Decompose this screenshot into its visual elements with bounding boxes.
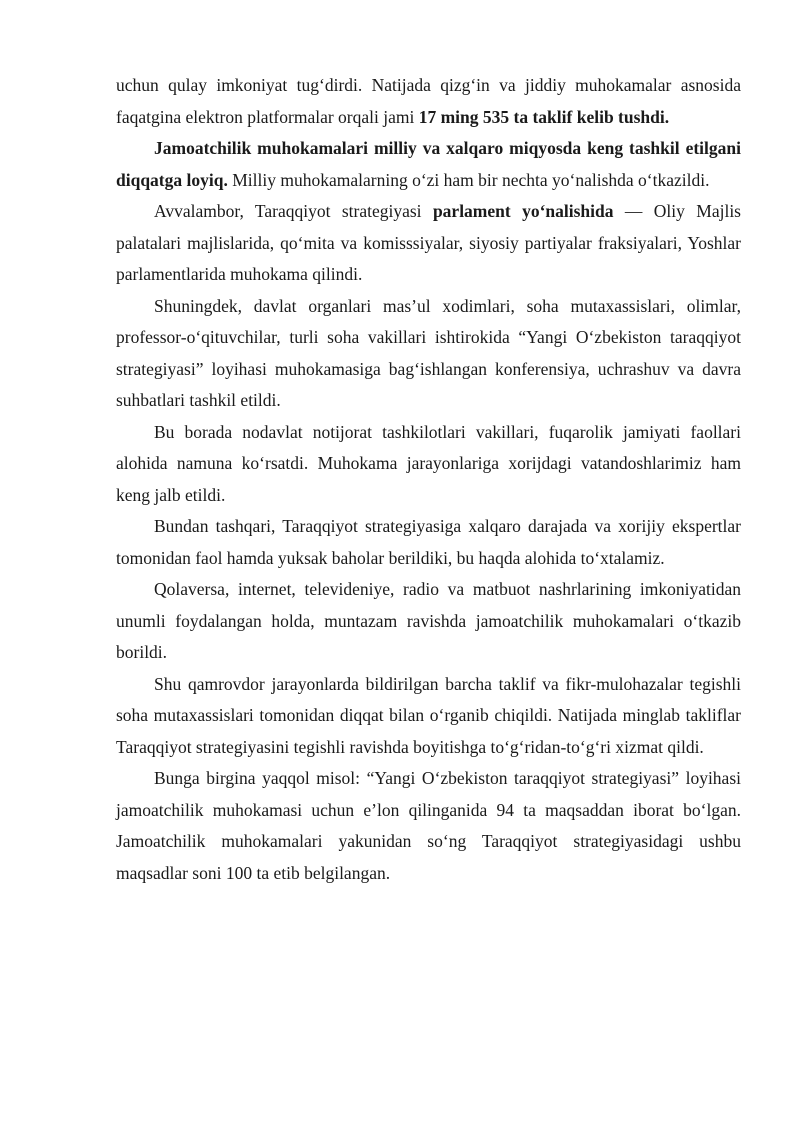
paragraph-1 [116,70,741,133]
paragraph-8 [116,669,741,764]
paragraph-6-text: Bundan tashqari, Taraqqiyot strategiyasiga xalqaro darajada va xorijiy ekspertlar tomonidan faol hamda yuksak baholar berildiki, bu haqda alohida to‘xtalamiz. [116,516,741,568]
paragraph-5-text: Bu borada nodavlat notijorat tashkilotlari vakillari, fuqarolik jamiyati faollari alohida namuna ko‘rsatdi. Muhokama jarayonlariga xorijdagi vatandoshlarimiz ham keng jalb etildi. [116,421,741,505]
paragraph-2 [116,133,741,196]
paragraph-4 [116,291,741,417]
paragraph-7-text: Qolaversa, internet, televideniye, radio va matbuot nashrlarining imkoniyatidan unumli foydalangan holda, muntazam ravishda jamoatchilik muhokamalari o‘tkazib borildi. [116,579,741,662]
paragraph-5 [116,417,741,512]
paragraph-2-text: Milliy muhokamalarning o‘zi ham bir nechta yo‘nalishda o‘tkazildi. [227,169,710,190]
paragraph-9-text: Bunga birgina yaqqol misol: “Yangi O‘zbekiston taraqqiyot strategiyasi” loyihasi jamoatchilik muhokamasi uchun e’lon qilinganida 94 ta maqsaddan iborat bo‘lgan. Jamoatchilik muhokamalari yakunidan so‘ng Taraqqiyot strategiyasidagi ushbu maqsadlar soni 100 ta etib belgilangan. [116,768,741,883]
paragraph-3-text-a: Avvalambor, Taraqqiyot strategiyasi [154,201,433,221]
paragraph-2-bold: Jamoatchilik muhokamalari milliy va xalqaro miqyosda keng tashkil etilgani diqqatga loyiq. [116,138,741,190]
paragraph-3-text-b: — Oliy Majlis palatalari majlislarida, qo‘mita va komisssiyalar, siyosiy partiyalar fraksiyalari, Yoshlar parlamentlarida muhokama qilindi. [116,201,741,284]
paragraph-6 [116,511,741,574]
paragraph-8-text: Shu qamrovdor jarayonlarda bildirilgan barcha taklif va fikr-mulohazalar tegishli soha mutaxassislari tomonidan diqqat bilan o‘rganib chiqildi. Natijada minglab takliflar Taraqqiyot strategiyasini tegishli ravishda boyitishga to‘g‘ridan-to‘g‘ri xizmat qildi. [116,673,741,757]
paragraph-7 [116,574,741,669]
paragraph-1-bold: 17 ming 535 ta taklif kelib tushdi. [418,106,670,127]
paragraph-4-text: Shuningdek, davlat organlari mas’ul xodimlari, soha mutaxassislari, olimlar, professor-o‘qituvchilar, turli soha vakillari ishtirokida “Yangi O‘zbekiston taraqqiyot strategiyasi” loyihasi muhokamasiga bag‘ishlangan konferensiya, uchrashuv va davra suhbatlari tashkil etildi. [116,295,741,410]
paragraph-1-text: uchun qulay imkoniyat tug‘dirdi. Natijada qizg‘in va jiddiy muhokamalar asnosida faqatgina elektron platformalar orqali jami [116,75,741,127]
document-body [116,70,741,889]
paragraph-3-bold: parlament yo‘nalishida [432,201,614,221]
paragraph-3 [116,196,741,291]
paragraph-9 [116,763,741,889]
